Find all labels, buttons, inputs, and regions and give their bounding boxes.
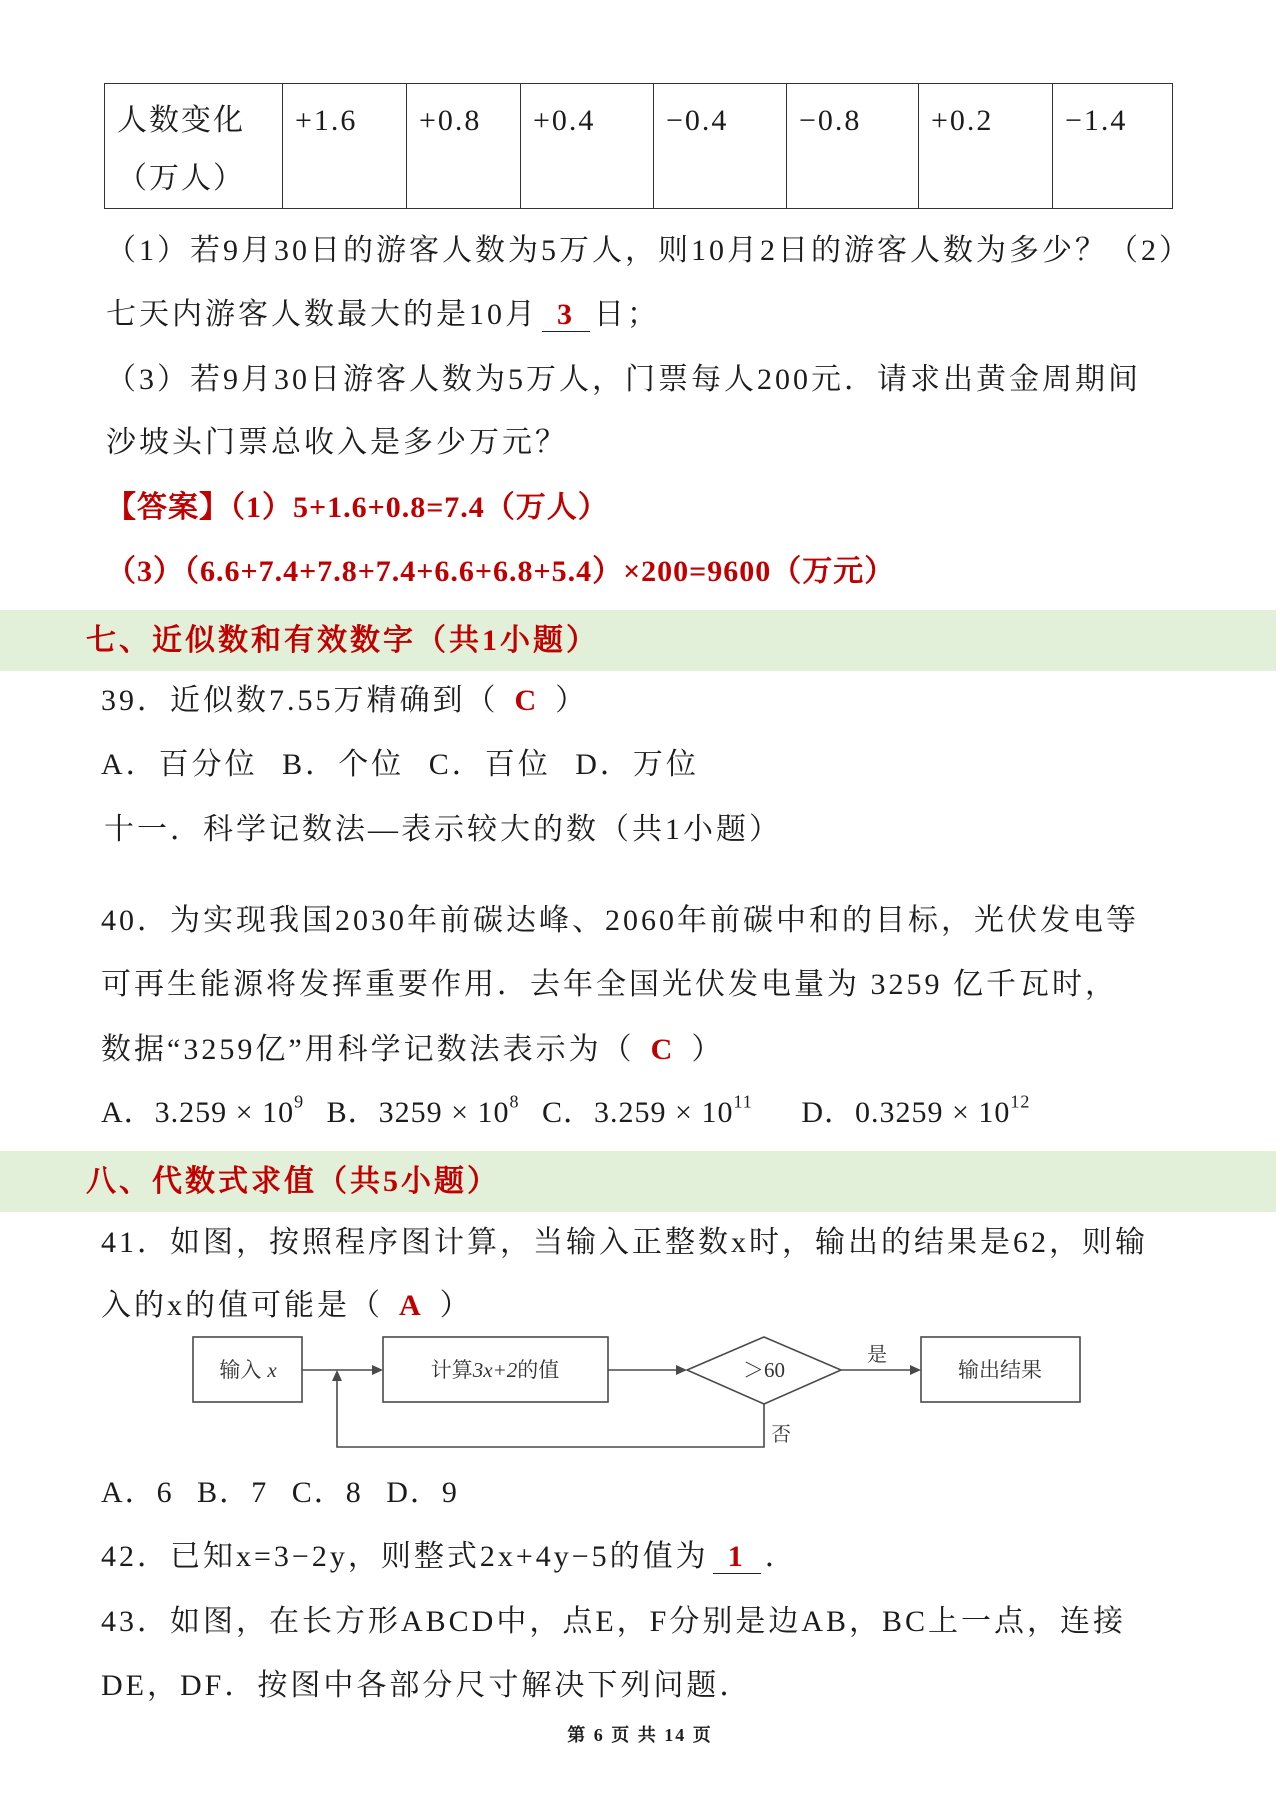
q39-option-d bbox=[575, 748, 699, 781]
option-text: 7 bbox=[251, 1476, 269, 1509]
q39-number: 39． bbox=[101, 684, 170, 717]
option-exponent: 8 bbox=[509, 1091, 520, 1112]
q40-line3 bbox=[101, 1030, 724, 1070]
q40-line2: 可再生能源将发挥重要作用．去年全国光伏发电量为 3259 亿千瓦时， bbox=[101, 968, 1118, 1001]
table-cell-day7: −1.4 bbox=[1053, 84, 1173, 209]
table-cell-day5: −0.8 bbox=[787, 84, 919, 209]
q38-part3-line2: 沙坡头门票总收入是多少万元？ bbox=[106, 426, 568, 459]
option-label: A． bbox=[101, 1476, 157, 1509]
table-cell-day1: +1.6 bbox=[283, 84, 407, 209]
table-cell-day3: +0.4 bbox=[521, 84, 654, 209]
option-exponent: 12 bbox=[1010, 1091, 1031, 1112]
q41-option-c bbox=[292, 1476, 363, 1509]
q41-option-d bbox=[386, 1476, 459, 1509]
q38-part2-prefix: 七天内游客人数最大的是10月 bbox=[106, 298, 538, 331]
table-cell-day2: +0.8 bbox=[407, 84, 521, 209]
option-text: 个位 bbox=[338, 748, 405, 781]
option-label: D． bbox=[801, 1096, 855, 1129]
option-text: 万位 bbox=[632, 748, 699, 781]
option-label: C． bbox=[291, 1476, 346, 1509]
option-base: 3.259 × 10 bbox=[154, 1096, 295, 1129]
option-label: D． bbox=[386, 1476, 442, 1509]
q41-number: 41． bbox=[101, 1226, 170, 1259]
q41-line1 bbox=[101, 1223, 1148, 1263]
condition-label: ＞60 bbox=[743, 1358, 785, 1382]
q39-option-c bbox=[429, 748, 551, 781]
q39-answer: C bbox=[514, 684, 540, 717]
loop-back-line bbox=[337, 1380, 764, 1447]
option-label: A． bbox=[101, 1096, 155, 1129]
q41-options bbox=[101, 1473, 473, 1513]
q39-option-a bbox=[101, 748, 258, 781]
section-title-7: 七、近似数和有效数字（共1小题） bbox=[86, 624, 599, 657]
option-label: C． bbox=[542, 1096, 595, 1129]
row-header-line1: 人数变化 bbox=[117, 104, 245, 137]
arrowhead-icon bbox=[372, 1365, 383, 1375]
q39-option-b bbox=[282, 748, 404, 781]
q40-option-a bbox=[101, 1091, 305, 1129]
input-variable: x bbox=[267, 1358, 277, 1382]
table-row-header bbox=[105, 84, 283, 209]
input-box-label bbox=[219, 1358, 277, 1382]
compute-box-label bbox=[431, 1358, 560, 1382]
q38-answer-line1 bbox=[106, 488, 609, 528]
q41-line1-text: 如图，按照程序图计算，当输入正整数x时，输出的结果是62，则输 bbox=[170, 1226, 1148, 1259]
q40-line1 bbox=[101, 901, 1139, 941]
table-cell-day6: +0.2 bbox=[919, 84, 1053, 209]
q43-line2: DE，DF．按图中各部分尺寸解决下列问题． bbox=[101, 1669, 753, 1702]
option-exponent: 9 bbox=[294, 1091, 305, 1112]
answer-label: 【答案】 bbox=[106, 491, 230, 524]
q38-part2 bbox=[106, 295, 660, 335]
q38-answer-line2: （3）（6.6+7.4+7.8+7.4+6.6+6.8+5.4）×200=9600（万元） bbox=[106, 555, 896, 588]
output-box-label: 输出结果 bbox=[958, 1358, 1042, 1382]
q40-line3-text: 数据“3259亿”用科学记数法表示为（ bbox=[101, 1033, 635, 1066]
page-footer: 第 6 页 共 14 页 bbox=[567, 1725, 713, 1745]
q38-part2-suffix: 日； bbox=[594, 298, 660, 331]
q39-stem bbox=[101, 681, 588, 721]
option-base: 3259 × 10 bbox=[378, 1096, 510, 1129]
option-label: D． bbox=[575, 748, 633, 781]
input-label-text: 输入 bbox=[219, 1358, 262, 1382]
q42-line bbox=[101, 1537, 798, 1577]
q42-blank bbox=[713, 1541, 761, 1574]
section-band-7 bbox=[0, 610, 1276, 671]
option-label: B． bbox=[197, 1476, 252, 1509]
q38-part2-blank bbox=[542, 299, 590, 332]
q43-line1-text: 如图，在长方形ABCD中，点E，F分别是边AB，BC上一点，连接 bbox=[170, 1605, 1127, 1638]
option-base: 3.259 × 10 bbox=[594, 1096, 734, 1129]
q40-line1-text: 为实现我国2030年前碳达峰、2060年前碳中和的目标，光伏发电等 bbox=[170, 904, 1139, 937]
option-label: B． bbox=[282, 748, 339, 781]
no-branch-label: 否 bbox=[771, 1424, 791, 1446]
section-band-8 bbox=[0, 1151, 1276, 1212]
q42-end: ． bbox=[764, 1540, 798, 1573]
option-text: 8 bbox=[345, 1476, 363, 1509]
q40-option-d bbox=[801, 1091, 1031, 1129]
compute-suffix: 的值 bbox=[517, 1358, 560, 1382]
q41-option-a bbox=[101, 1476, 174, 1509]
program-flowchart bbox=[0, 1320, 1280, 1460]
q40-answer: C bbox=[650, 1033, 676, 1066]
option-text: 百位 bbox=[484, 748, 551, 781]
q40-close: ） bbox=[691, 1033, 725, 1066]
yes-branch-label: 是 bbox=[867, 1344, 887, 1366]
q41-answer: A bbox=[399, 1289, 424, 1322]
option-label: B． bbox=[326, 1096, 379, 1129]
option-exponent: 11 bbox=[733, 1091, 753, 1112]
table-cell-day4: −0.4 bbox=[654, 84, 787, 209]
q41-close: ） bbox=[439, 1289, 473, 1322]
q42-number: 42． bbox=[101, 1540, 170, 1573]
q40-number: 40． bbox=[101, 904, 170, 937]
option-text: 百分位 bbox=[158, 748, 258, 781]
q39-options bbox=[101, 745, 713, 785]
q42-stem: 已知x=3−2y，则整式2x+4y−5的值为 bbox=[170, 1540, 709, 1573]
option-text: 6 bbox=[156, 1476, 174, 1509]
tourist-change-table bbox=[104, 83, 1173, 209]
q42-answer: 1 bbox=[727, 1540, 746, 1573]
option-text: 9 bbox=[441, 1476, 459, 1509]
option-label: C． bbox=[428, 748, 485, 781]
compute-prefix: 计算 bbox=[430, 1358, 473, 1382]
section-title-11: 十一．科学记数法—表示较大的数（共1小题） bbox=[104, 813, 782, 846]
q40-option-c bbox=[542, 1091, 753, 1129]
compute-expression: 3x+2 bbox=[472, 1358, 518, 1382]
q38-answer-part1: （1）5+1.6+0.8=7.4（万人） bbox=[230, 491, 609, 524]
q40-options bbox=[101, 1093, 1044, 1133]
q38-part3-line1: （3）若9月30日游客人数为5万人，门票每人200元．请求出黄金周期间 bbox=[106, 363, 1141, 396]
q43-line1 bbox=[101, 1602, 1126, 1642]
q41-line2-text: 入的x的值可能是（ bbox=[101, 1289, 383, 1322]
q39-close: ） bbox=[555, 684, 589, 717]
q40-option-b bbox=[326, 1091, 520, 1129]
row-header-line2: （万人） bbox=[117, 162, 245, 195]
option-label: A． bbox=[101, 748, 159, 781]
arrowhead-icon bbox=[676, 1365, 687, 1375]
q41-option-b bbox=[197, 1476, 268, 1509]
arrowhead-icon bbox=[332, 1370, 342, 1381]
table-row bbox=[105, 84, 1173, 209]
q38-part2-answer: 3 bbox=[557, 298, 575, 331]
q43-number: 43． bbox=[101, 1605, 170, 1638]
q38-part1: （1）若9月30日的游客人数为5万人，则10月2日的游客人数为多少？（2） bbox=[106, 234, 1192, 267]
option-base: 0.3259 × 10 bbox=[854, 1096, 1011, 1129]
section-title-8: 八、代数式求值（共5小题） bbox=[86, 1165, 500, 1198]
q39-stem-text: 近似数7.55万精确到（ bbox=[170, 684, 499, 717]
arrowhead-icon bbox=[910, 1365, 921, 1375]
